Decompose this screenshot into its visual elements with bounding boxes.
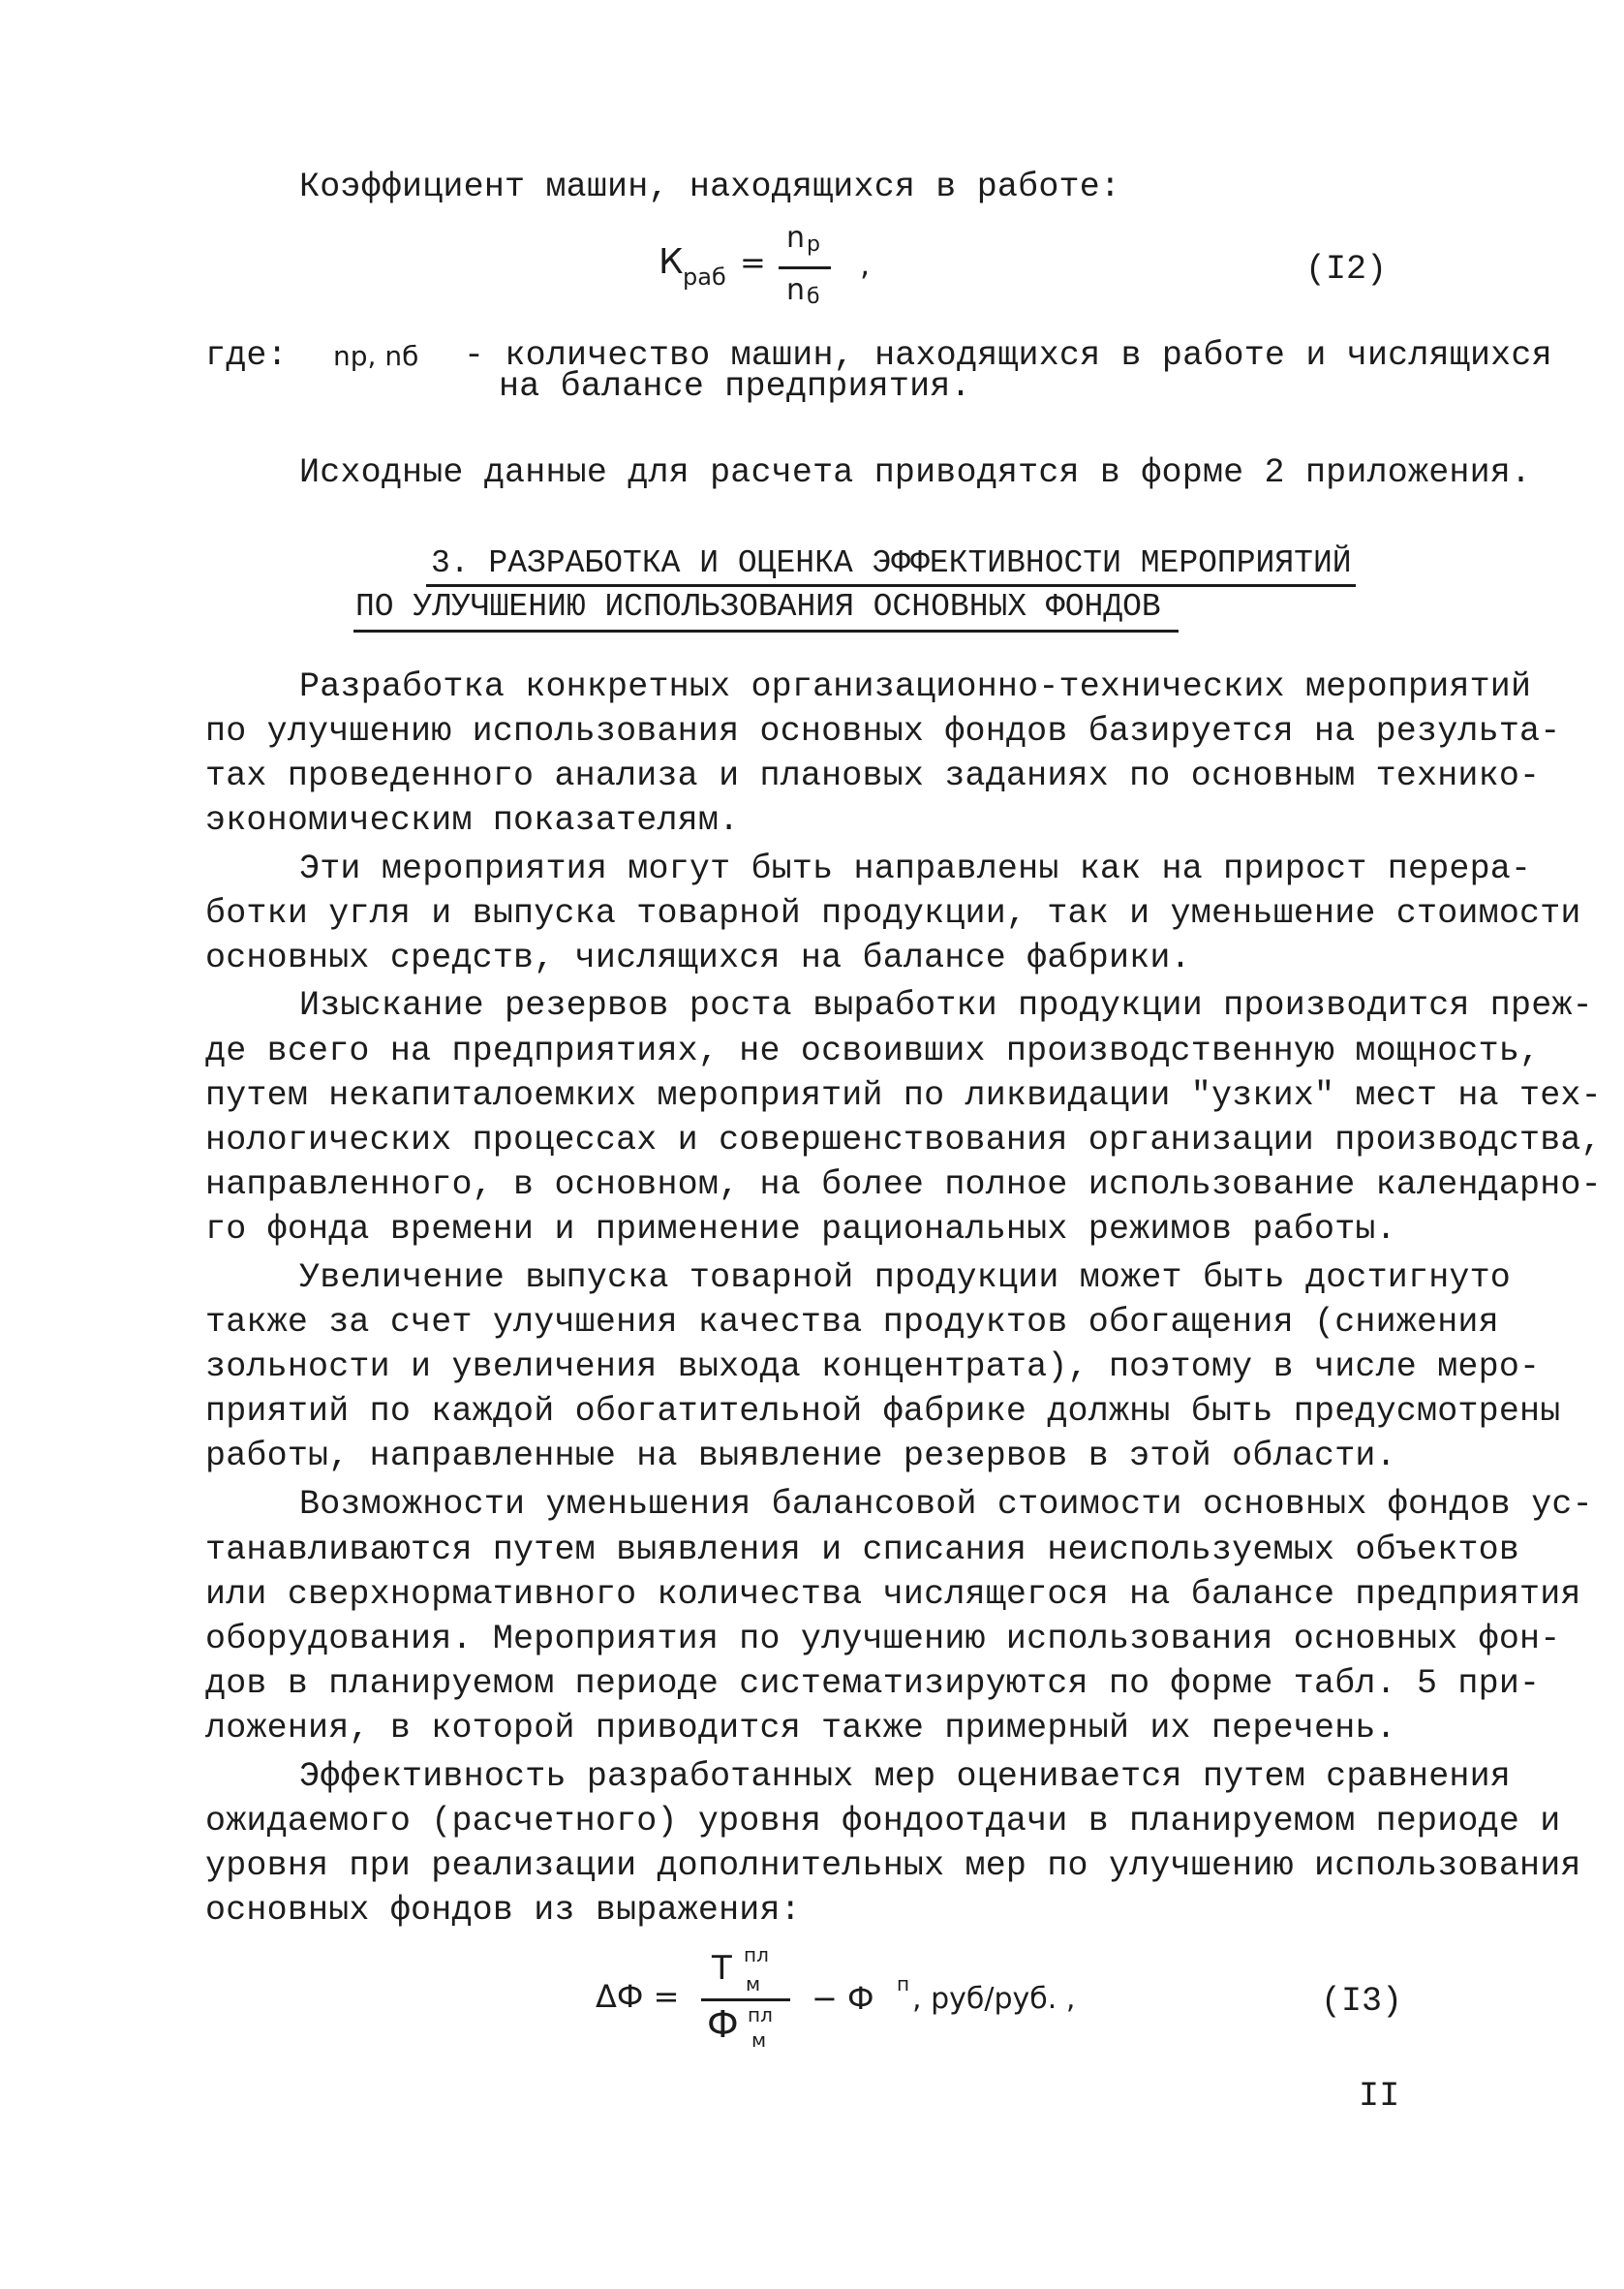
p6-line-3: уровня при реализации дополнительных мер по улучшению использования bbox=[205, 1846, 1581, 1885]
heading-line-2: ПО УЛУЧШЕНИЮ ИСПОЛЬЗОВАНИЯ ОСНОВНЫХ ФОНДОВ bbox=[355, 589, 1161, 625]
p5-line-2: танавливаются путем выявления и списания неиспользуемых объектов bbox=[205, 1531, 1520, 1569]
p4-line-5: работы, направленные на выявление резервов в этой области. bbox=[205, 1437, 1396, 1475]
p3-line-5: направленного, в основном, на более полное использование календарно- bbox=[205, 1165, 1602, 1204]
formula-13-fraction-bar bbox=[701, 1998, 790, 2001]
p3-line-6: го фонда времени и применение рациональных режимов работы. bbox=[205, 1210, 1396, 1249]
p3-line-3: путем некапиталоемких мероприятий по ликвидации "узких" мест на тех- bbox=[205, 1076, 1602, 1115]
formula-12-numerator-sub: р bbox=[807, 232, 820, 257]
intro-text: Коэффициент машин, находящихся в работе: bbox=[299, 168, 1121, 206]
formula-13-numerator-sub: м bbox=[746, 1972, 761, 1995]
p1-line-4: экономическим показателям. bbox=[205, 801, 740, 840]
p6-line-4: основных фондов из выражения: bbox=[205, 1891, 801, 1930]
heading-underline-2 bbox=[353, 630, 1179, 633]
p5-line-3: или сверхнормативного количества числящегося на балансе предприятия bbox=[205, 1575, 1581, 1614]
formula-12-denominator: n bbox=[786, 273, 806, 307]
formula-12-number: (I2) bbox=[1305, 250, 1388, 289]
formula-13-minus-sup: п bbox=[897, 1972, 910, 1995]
p3-line-4: нологических процессах и совершенствования организации производства, bbox=[205, 1121, 1602, 1160]
p5-line-4: оборудования. Мероприятия по улучшению использования основных фон- bbox=[205, 1620, 1561, 1658]
p1-line-2: по улучшению использования основных фондов базируется на результа- bbox=[205, 712, 1561, 751]
p4-line-1: Увеличение выпуска товарной продукции может быть достигнуто bbox=[299, 1258, 1512, 1297]
p5-line-6: ложения, в которой приводится также примерный их перечень. bbox=[205, 1709, 1396, 1748]
formula-13-number: (I3) bbox=[1321, 1982, 1403, 2021]
where-symbols: nр, nб bbox=[333, 340, 419, 372]
formula-13-minus: − Ф bbox=[812, 1980, 874, 2017]
p1-line-3: тах проведенного анализа и плановых заданиях по основным технико- bbox=[205, 757, 1541, 795]
page-number: II bbox=[1359, 2077, 1400, 2116]
formula-13-denominator-sup: пл bbox=[748, 2003, 773, 2026]
formula-13-denominator: Ф bbox=[707, 2003, 739, 2046]
formula-12-fraction-bar bbox=[779, 266, 831, 269]
formula-13-numerator: Т bbox=[712, 1949, 732, 1988]
p2-line-3: основных средств, числящихся на балансе фабрики. bbox=[205, 939, 1191, 977]
formula-12-lhs-sub: раб bbox=[683, 263, 726, 291]
p4-line-2: также за счет улучшения качества продуктов обогащения (снижения bbox=[205, 1303, 1499, 1342]
p6-line-2: ожидаемого (расчетного) уровня фондоотдачи в планируемом периоде и bbox=[205, 1802, 1561, 1840]
p3-line-2: де всего на предприятиях, не освоивших производственную мощность, bbox=[205, 1032, 1541, 1070]
p2-line-1: Эти мероприятия могут быть направлены как на прирост перера- bbox=[299, 850, 1532, 888]
formula-12-numerator: n bbox=[786, 221, 806, 255]
p5-line-1: Возможности уменьшения балансовой стоимости основных фондов ус- bbox=[299, 1485, 1593, 1524]
formula-13-lhs: ΔФ = bbox=[596, 1978, 680, 2015]
heading-line-1: 3. РАЗРАБОТКА И ОЦЕНКА ЭФФЕКТИВНОСТИ МЕРОПРИЯТИЙ bbox=[431, 545, 1352, 581]
where-line-2: на балансе предприятия. bbox=[499, 367, 971, 406]
formula-12-lhs: К bbox=[659, 242, 684, 282]
formula-12-denominator-sub: б bbox=[807, 285, 820, 309]
formula-13-unit: , руб/руб. , bbox=[912, 1982, 1076, 2016]
source-note: Исходные данные для расчета приводятся в форме 2 приложения. bbox=[299, 453, 1532, 492]
p2-line-2: ботки угля и выпуска товарной продукции, так и уменьшение стоимости bbox=[205, 894, 1581, 933]
p3-line-1: Изыскание резервов роста выработки продукции производится преж- bbox=[299, 986, 1593, 1025]
p1-line-1: Разработка конкретных организационно-технических мероприятий bbox=[299, 667, 1532, 706]
p4-line-3: зольности и увеличения выхода концентрата), поэтому в числе меро- bbox=[205, 1347, 1541, 1386]
formula-12-equals: = bbox=[740, 244, 766, 281]
where-line-1: - количество машин, находящихся в работе и числящихся bbox=[464, 336, 1552, 375]
formula-13-denominator-sub: м bbox=[751, 2028, 767, 2052]
formula-12-comma: , bbox=[860, 246, 871, 283]
where-label: где: bbox=[205, 336, 288, 375]
p4-line-4: приятий по каждой обогатительной фабрике должны быть предусмотрены bbox=[205, 1392, 1561, 1431]
formula-13-numerator-sup: пл bbox=[744, 1943, 769, 1966]
p6-line-1: Эффективность разработанных мер оценивается путем сравнения bbox=[299, 1757, 1512, 1796]
p5-line-5: дов в планируемом периоде систематизируются по форме табл. 5 при- bbox=[205, 1664, 1541, 1703]
